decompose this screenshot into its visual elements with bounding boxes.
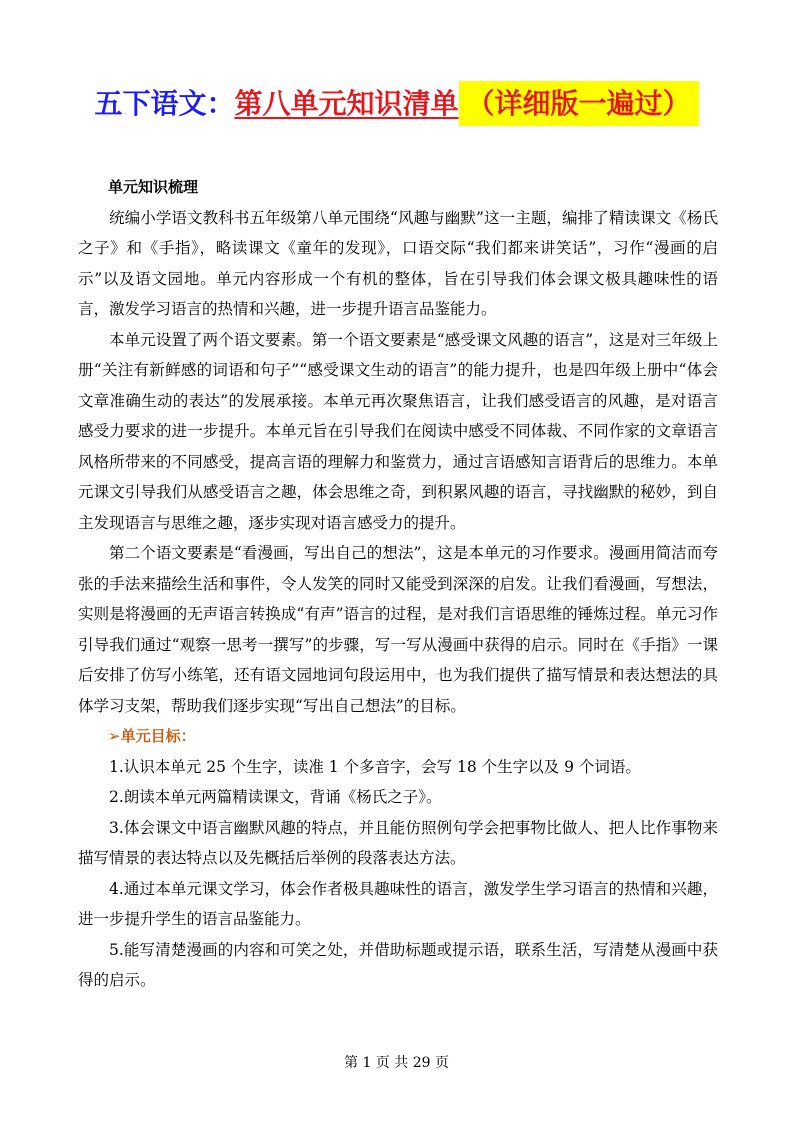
- goal-item: 5.能写清楚漫画的内容和可笑之处，并借助标题或提示语，联系生活，写清楚从漫画中获得的启示。: [78, 940, 718, 989]
- page-number: 第 1 页 共 29 页: [344, 1055, 449, 1071]
- goal-item: 4.通过本单元课文学习，体会作者极具趣味性的语言，激发学生学习语言的热情和兴趣，进一步提升学生的语言品鉴能力。: [78, 879, 718, 928]
- paragraph: 统编小学语文教科书五年级第八单元围绕“风趣与幽默”这一主题，编排了精读课文《杨氏之子》和《手指》，略读课文《童年的发现》，口语交际“我们都来讲笑话”，习作“漫画的启示”以及语文园地。单元内容形成一个有机的整体，旨在引导我们体会课文极具趣味性的语言，激发学习语言的热情和兴趣，进一步提升语言品鉴能力。: [78, 208, 718, 318]
- goal-item: 2.朗读本单元两篇精读课文，背诵《杨氏之子》。: [109, 788, 442, 806]
- title-main: 第八单元知识清单: [234, 87, 459, 120]
- goals-heading: ➢单元目标：: [108, 727, 196, 745]
- page-title: [0, 82, 793, 126]
- document-body: [78, 172, 718, 996]
- goal-item: 1.认识本单元 25 个生字，读准 1 个多音字，会写 18 个生字以及 9 个词语。: [109, 757, 641, 776]
- section-title: 单元知识梳理: [108, 178, 199, 196]
- title-highlight: （详细版一遍过）: [459, 81, 699, 126]
- paragraph: 本单元设置了两个语文要素。第一个语文要素是“感受课文风趣的语言”，这是对三年级上册“关注有新鲜感的词语和句子”“感受课文生动的语言”的能力提升，也是四年级上册中“体会文章准确生动的表达”的发展承接。本单元再次聚焦语言，让我们感受语言的风趣，是对语言感受力要求的进一步提升。本单元旨在引导我们在阅读中感受不同体裁、不同作家的文章语言风格所带来的不同感受，提高言语的理解力和鉴赏力，通过言语感知言语背后的思维力。本单元课文引导我们从感受语言之趣，体会思维之奇，到积累风趣的语言，寻找幽默的秘妙，到自主发现语言与思维之趣，逐步实现对语言感受力的提升。: [78, 330, 718, 532]
- title-subject: 五下语文：: [94, 87, 235, 120]
- paragraph: 第二个语文要素是“看漫画，写出自己的想法”，这是本单元的习作要求。漫画用简洁而夸张的手法来描绘生活和事件，令人发笑的同时又能受到深深的启发。让我们看漫画，写想法，实则是将漫画的无声语言转换成“有声”语言的过程，是对我们言语思维的锤炼过程。单元习作引导我们通过“观察一思考一撰写”的步骤，写一写从漫画中获得的启示。同时在《手指》一课后安排了仿写小练笔，还有语文园地词句段运用中，也为我们提供了描写情景和表达想法的具体学习支架，帮助我们逐步实现“写出自己想法”的目标。: [78, 544, 718, 715]
- goal-item: 3.体会课文中语言幽默风趣的特点，并且能仿照例句学会把事物比做人、把人比作事物来描写情景的表达特点以及先概括后举例的段落表达方法。: [78, 818, 718, 867]
